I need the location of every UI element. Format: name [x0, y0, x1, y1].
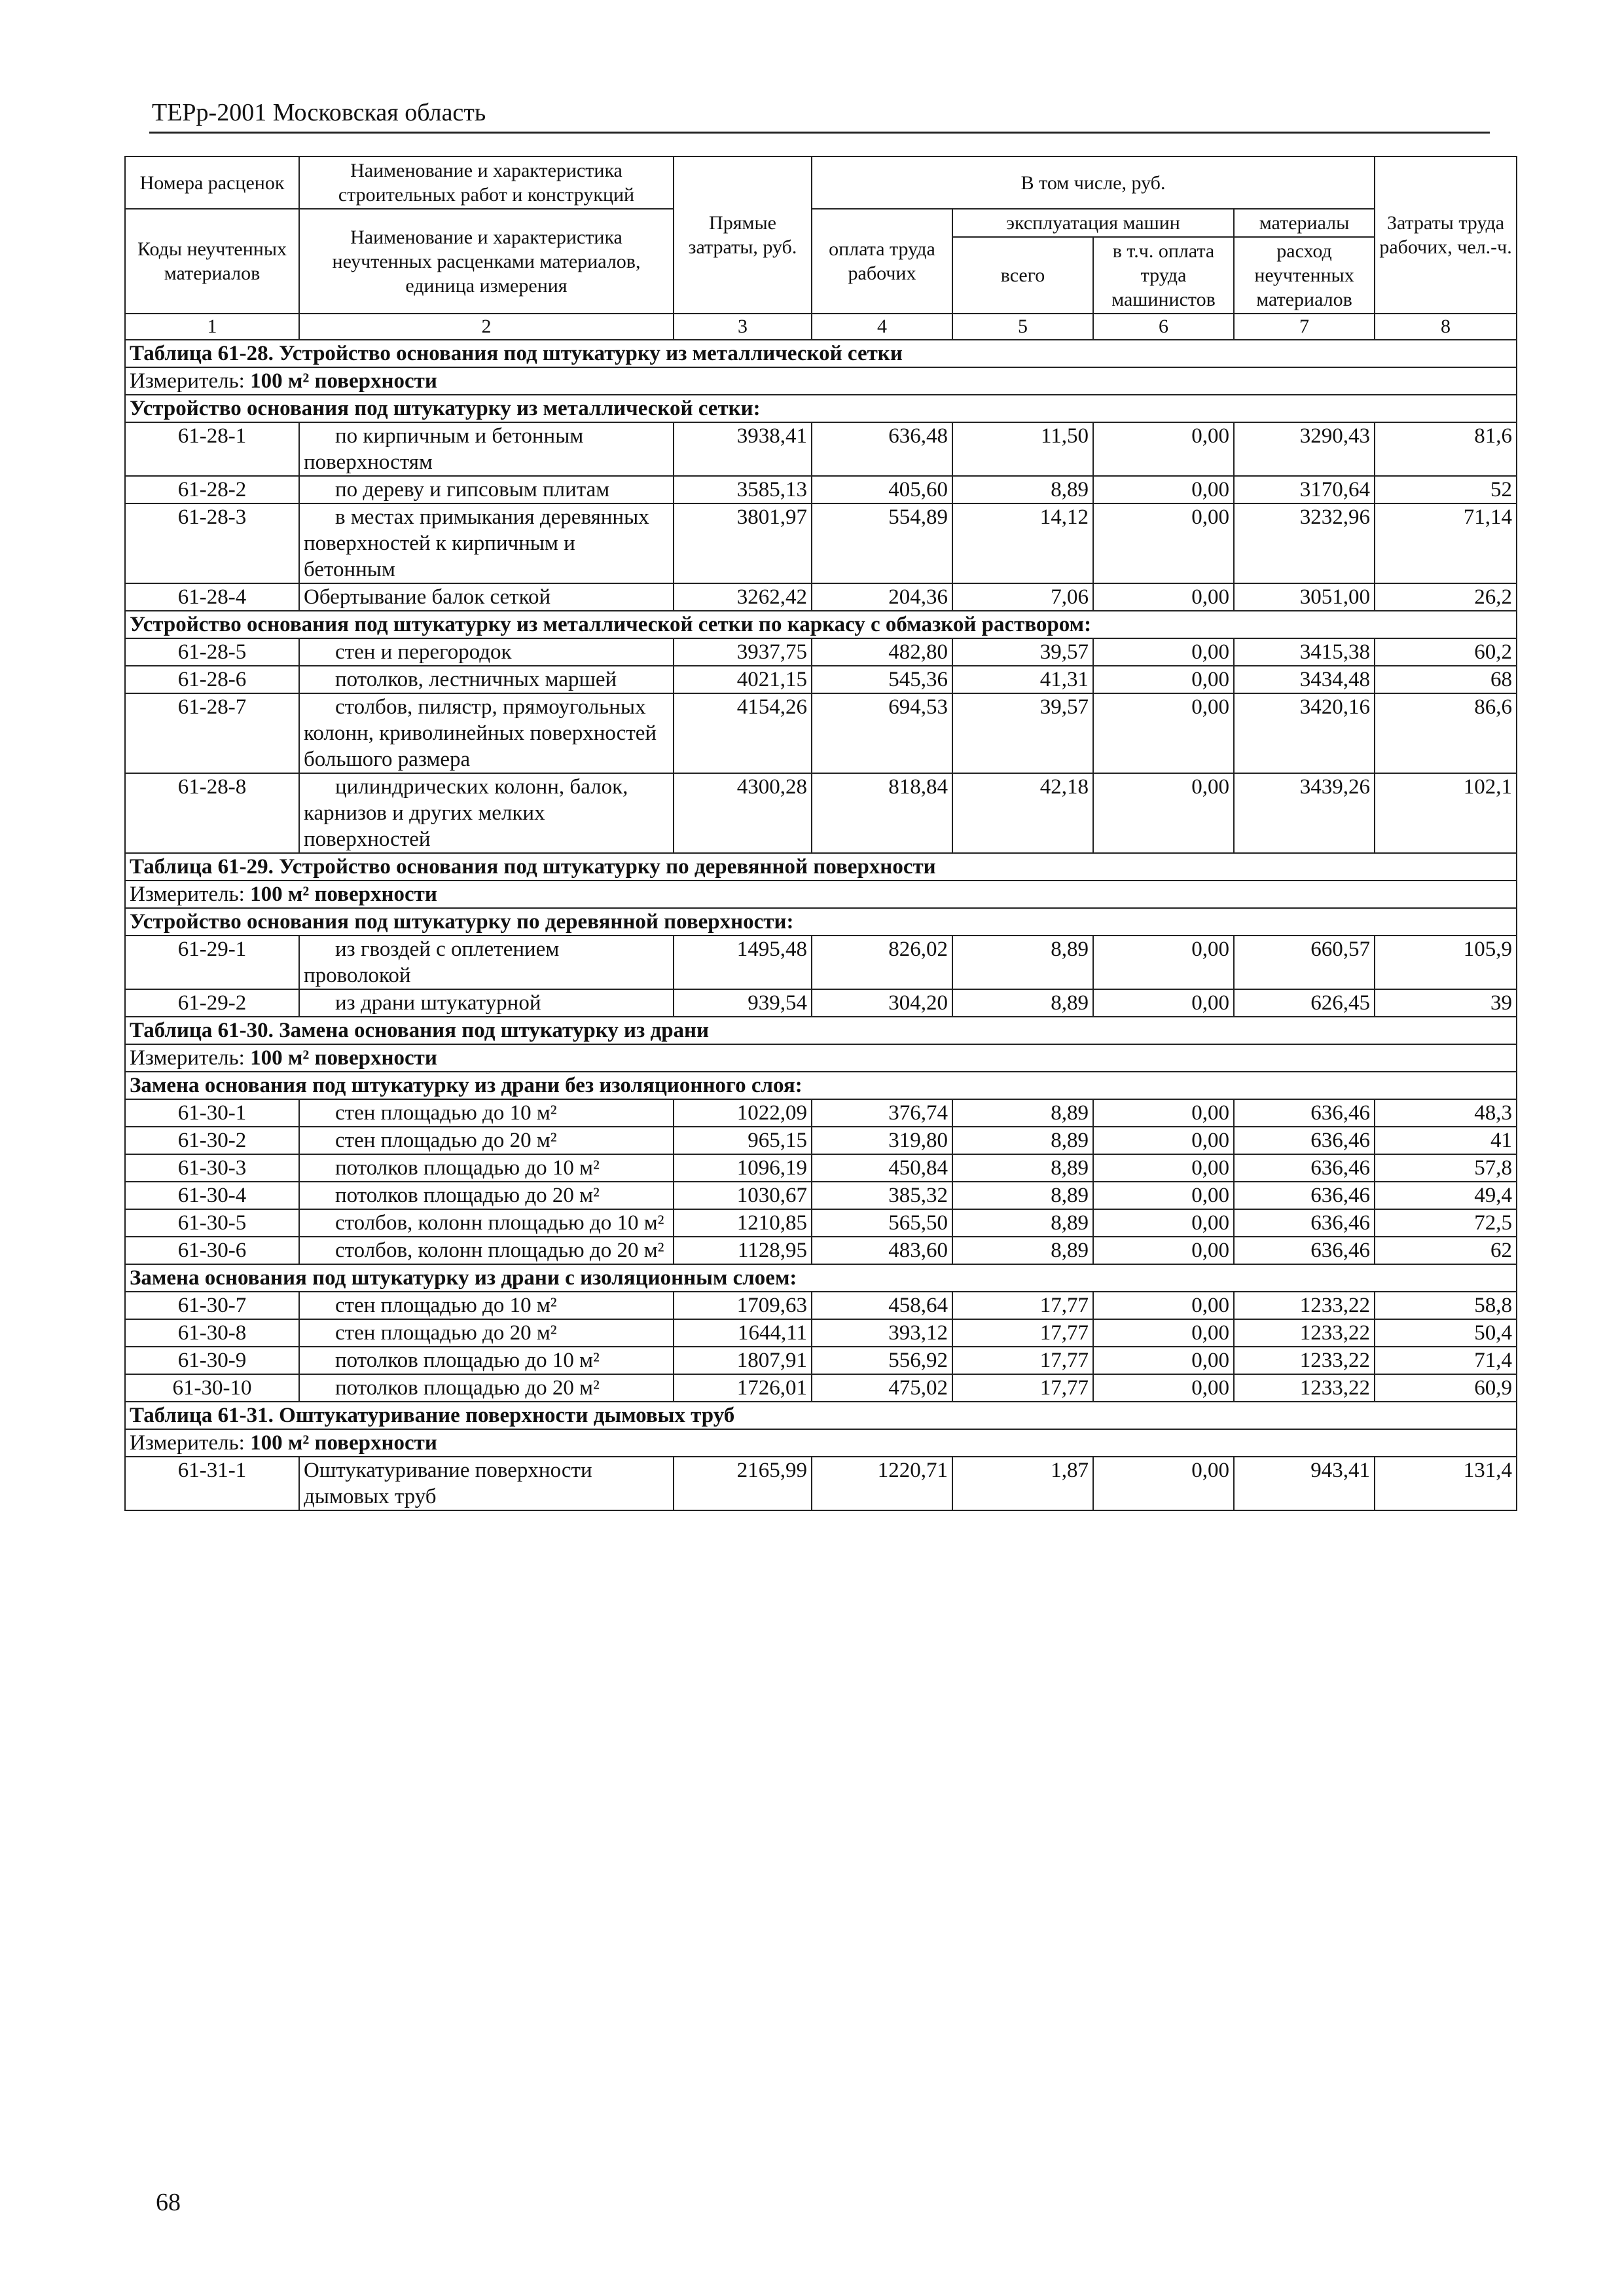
rate-code: 61-29-2: [125, 989, 299, 1017]
column-number: 5: [952, 314, 1093, 340]
labor-pay: 376,74: [812, 1099, 952, 1127]
work-name-cell: [299, 503, 674, 583]
materials-cost: 3290,43: [1234, 422, 1375, 476]
work-name: в местах примыкания деревянных поверхностей к кирпичным и бетонным: [304, 505, 649, 581]
meter-label: Измеритель:: [130, 883, 245, 906]
meter-row: [125, 367, 1517, 395]
machines-total: 8,89: [952, 1209, 1093, 1237]
col-2-top-header: Наименование и характеристика строительных работ и конструкций: [299, 156, 674, 209]
direct-costs: 1030,67: [674, 1182, 812, 1209]
work-name: из драни штукатурной: [335, 991, 541, 1015]
rate-code: 61-28-3: [125, 503, 299, 583]
operators-pay: 0,00: [1093, 1374, 1234, 1402]
rate-code: 61-30-7: [125, 1292, 299, 1319]
labor-pay: 304,20: [812, 989, 952, 1017]
group-heading-row: [125, 1072, 1517, 1099]
table-row: [125, 476, 1517, 503]
operators-pay: 0,00: [1093, 1154, 1234, 1182]
meter-label: Измеритель:: [130, 1431, 245, 1455]
group-heading: Замена основания под штукатурку из драни с изоляционным слоем:: [125, 1264, 1517, 1292]
rate-code: 61-28-2: [125, 476, 299, 503]
meter-value: 100 м² поверхности: [250, 1431, 437, 1455]
direct-costs: 1022,09: [674, 1099, 812, 1127]
rates-table: [124, 156, 1517, 1511]
group-heading-row: [125, 908, 1517, 936]
operators-pay: 0,00: [1093, 773, 1234, 853]
meter-value: 100 м² поверхности: [250, 369, 437, 393]
work-name: потолков площадью до 10 м²: [335, 1349, 600, 1372]
work-name: потолков, лестничных маршей: [335, 668, 617, 691]
table-row: [125, 936, 1517, 989]
machines-total: 17,77: [952, 1319, 1093, 1347]
operators-pay: 0,00: [1093, 989, 1234, 1017]
col-5-header: всего: [952, 237, 1093, 314]
direct-costs: 939,54: [674, 989, 812, 1017]
machines-total: 7,06: [952, 583, 1093, 611]
col-7-header: расход неучтенных материалов: [1234, 237, 1375, 314]
rate-code: 61-30-4: [125, 1182, 299, 1209]
labor-hours: 62: [1375, 1237, 1517, 1264]
work-name: столбов, колонн площадью до 10 м²: [335, 1211, 664, 1235]
operators-pay: 0,00: [1093, 422, 1234, 476]
labor-hours: 81,6: [1375, 422, 1517, 476]
materials-cost: 943,41: [1234, 1457, 1375, 1510]
machines-total: 8,89: [952, 1237, 1093, 1264]
labor-hours: 105,9: [1375, 936, 1517, 989]
labor-pay: 545,36: [812, 666, 952, 693]
table-row: [125, 989, 1517, 1017]
machines-total: 39,57: [952, 638, 1093, 666]
rate-code: 61-28-1: [125, 422, 299, 476]
operators-pay: 0,00: [1093, 1099, 1234, 1127]
work-name: стен площадью до 20 м²: [335, 1321, 557, 1345]
direct-costs: 1726,01: [674, 1374, 812, 1402]
operators-pay: 0,00: [1093, 1319, 1234, 1347]
work-name-cell: [299, 1292, 674, 1319]
col-1-top-header: Номера расценок: [125, 156, 299, 209]
labor-hours: 57,8: [1375, 1154, 1517, 1182]
table-row: [125, 1209, 1517, 1237]
group-heading: Замена основания под штукатурку из драни без изоляционного слоя:: [125, 1072, 1517, 1099]
machines-total: 17,77: [952, 1347, 1093, 1374]
direct-costs: 1807,91: [674, 1347, 812, 1374]
rate-code: 61-31-1: [125, 1457, 299, 1510]
work-name: из гвоздей с оплетением проволокой: [304, 938, 560, 987]
machines-total: 8,89: [952, 1127, 1093, 1154]
meter-row: [125, 1044, 1517, 1072]
labor-hours: 50,4: [1375, 1319, 1517, 1347]
labor-pay: 393,12: [812, 1319, 952, 1347]
header-rule: [149, 132, 1490, 134]
rate-code: 61-30-2: [125, 1127, 299, 1154]
meter-label: Измеритель:: [130, 1046, 245, 1070]
machines-total: 8,89: [952, 1154, 1093, 1182]
meter-value: 100 м² поверхности: [250, 1046, 437, 1070]
work-name-cell: [299, 583, 674, 611]
labor-pay: 458,64: [812, 1292, 952, 1319]
operators-pay: 0,00: [1093, 1457, 1234, 1510]
machines-group-header: эксплуатация машин: [952, 209, 1234, 237]
work-name: стен площадью до 10 м²: [335, 1294, 557, 1317]
labor-pay: 636,48: [812, 422, 952, 476]
machines-total: 8,89: [952, 1099, 1093, 1127]
work-name: стен площадью до 20 м²: [335, 1129, 557, 1152]
labor-pay: 818,84: [812, 773, 952, 853]
table-row: [125, 583, 1517, 611]
work-name-cell: [299, 1319, 674, 1347]
materials-cost: 636,46: [1234, 1099, 1375, 1127]
work-name-cell: [299, 693, 674, 773]
col-1-bottom-header: Коды неучтенных материалов: [125, 209, 299, 314]
rate-code: 61-30-9: [125, 1347, 299, 1374]
materials-cost: 1233,22: [1234, 1347, 1375, 1374]
labor-pay: 483,60: [812, 1237, 952, 1264]
materials-cost: 1233,22: [1234, 1374, 1375, 1402]
operators-pay: 0,00: [1093, 638, 1234, 666]
rate-code: 61-28-4: [125, 583, 299, 611]
table-header: [125, 156, 1517, 340]
materials-cost: 636,46: [1234, 1182, 1375, 1209]
direct-costs: 3938,41: [674, 422, 812, 476]
operators-pay: 0,00: [1093, 693, 1234, 773]
materials-cost: 3434,48: [1234, 666, 1375, 693]
work-name: столбов, колонн площадью до 20 м²: [335, 1239, 664, 1262]
operators-pay: 0,00: [1093, 666, 1234, 693]
machines-total: 8,89: [952, 989, 1093, 1017]
rate-code: 61-30-1: [125, 1099, 299, 1127]
table-row: [125, 773, 1517, 853]
table-title: Таблица 61-28. Устройство основания под штукатурку из металлической сетки: [125, 340, 1517, 367]
breakdown-group-header: В том числе, руб.: [812, 156, 1375, 209]
operators-pay: 0,00: [1093, 1209, 1234, 1237]
table-row: [125, 1457, 1517, 1510]
materials-cost: 3170,64: [1234, 476, 1375, 503]
table-title: Таблица 61-30. Замена основания под штукатурку из драни: [125, 1017, 1517, 1044]
work-name: цилиндрических колонн, балок, карнизов и других мелких поверхностей: [304, 775, 628, 851]
table-row: [125, 1099, 1517, 1127]
work-name-cell: [299, 989, 674, 1017]
rate-code: 61-30-8: [125, 1319, 299, 1347]
work-name-cell: [299, 936, 674, 989]
operators-pay: 0,00: [1093, 1347, 1234, 1374]
labor-hours: 49,4: [1375, 1182, 1517, 1209]
labor-hours: 86,6: [1375, 693, 1517, 773]
labor-pay: 1220,71: [812, 1457, 952, 1510]
direct-costs: 1495,48: [674, 936, 812, 989]
column-number: 8: [1375, 314, 1517, 340]
materials-cost: 626,45: [1234, 989, 1375, 1017]
labor-hours: 71,4: [1375, 1347, 1517, 1374]
meter-cell: [125, 1044, 1517, 1072]
meter-cell: [125, 367, 1517, 395]
labor-pay: 405,60: [812, 476, 952, 503]
direct-costs: 3585,13: [674, 476, 812, 503]
rate-code: 61-30-5: [125, 1209, 299, 1237]
materials-cost: 3232,96: [1234, 503, 1375, 583]
machines-total: 8,89: [952, 936, 1093, 989]
work-name-cell: [299, 1154, 674, 1182]
labor-pay: 385,32: [812, 1182, 952, 1209]
table-row: [125, 1374, 1517, 1402]
labor-hours: 52: [1375, 476, 1517, 503]
table-row: [125, 666, 1517, 693]
labor-pay: 319,80: [812, 1127, 952, 1154]
table-title-row: [125, 1402, 1517, 1429]
work-name: по кирпичным и бетонным поверхностям: [304, 424, 584, 474]
materials-cost: 3415,38: [1234, 638, 1375, 666]
materials-cost: 660,57: [1234, 936, 1375, 989]
meter-cell: [125, 1429, 1517, 1457]
table-row: [125, 1347, 1517, 1374]
machines-total: 8,89: [952, 1182, 1093, 1209]
work-name-cell: [299, 1209, 674, 1237]
labor-hours: 39: [1375, 989, 1517, 1017]
group-heading-row: [125, 611, 1517, 638]
work-name-cell: [299, 1237, 674, 1264]
labor-pay: 204,36: [812, 583, 952, 611]
labor-hours: 41: [1375, 1127, 1517, 1154]
machines-total: 14,12: [952, 503, 1093, 583]
labor-hours: 131,4: [1375, 1457, 1517, 1510]
labor-pay: 554,89: [812, 503, 952, 583]
operators-pay: 0,00: [1093, 476, 1234, 503]
machines-total: 42,18: [952, 773, 1093, 853]
work-name-cell: [299, 638, 674, 666]
labor-hours: 60,2: [1375, 638, 1517, 666]
work-name: Оштукатуривание поверхности дымовых труб: [304, 1459, 592, 1508]
work-name-cell: [299, 1347, 674, 1374]
materials-cost: 636,46: [1234, 1127, 1375, 1154]
rate-code: 61-30-10: [125, 1374, 299, 1402]
col-6-header: в т.ч. оплата труда машинистов: [1093, 237, 1234, 314]
rate-code: 61-30-3: [125, 1154, 299, 1182]
direct-costs: 965,15: [674, 1127, 812, 1154]
rate-code: 61-28-6: [125, 666, 299, 693]
meter-row: [125, 881, 1517, 908]
direct-costs: 2165,99: [674, 1457, 812, 1510]
work-name-cell: [299, 773, 674, 853]
table-row: [125, 638, 1517, 666]
materials-cost: 636,46: [1234, 1154, 1375, 1182]
col-3-header: Прямые затраты, руб.: [674, 156, 812, 314]
group-heading: Устройство основания под штукатурку из металлической сетки по каркасу с обмазкой раствором:: [125, 611, 1517, 638]
materials-cost: 3420,16: [1234, 693, 1375, 773]
group-heading: Устройство основания под штукатурку из металлической сетки:: [125, 395, 1517, 422]
direct-costs: 3801,97: [674, 503, 812, 583]
column-number: 2: [299, 314, 674, 340]
labor-hours: 102,1: [1375, 773, 1517, 853]
group-heading: Устройство основания под штукатурку по деревянной поверхности:: [125, 908, 1517, 936]
materials-group-header: материалы: [1234, 209, 1375, 237]
machines-total: 1,87: [952, 1457, 1093, 1510]
machines-total: 17,77: [952, 1374, 1093, 1402]
col-2-bottom-header: Наименование и характеристика неучтенных расценками материалов, единица измерения: [299, 209, 674, 314]
machines-total: 39,57: [952, 693, 1093, 773]
operators-pay: 0,00: [1093, 1292, 1234, 1319]
work-name-cell: [299, 1099, 674, 1127]
direct-costs: 4300,28: [674, 773, 812, 853]
work-name: потолков площадью до 20 м²: [335, 1376, 600, 1400]
labor-pay: 482,80: [812, 638, 952, 666]
work-name-cell: [299, 1127, 674, 1154]
labor-hours: 60,9: [1375, 1374, 1517, 1402]
column-number: 7: [1234, 314, 1375, 340]
work-name: Обертывание балок сеткой: [304, 585, 551, 609]
column-number: 1: [125, 314, 299, 340]
running-header: ТЕРр-2001 Московская область: [152, 99, 486, 126]
work-name-cell: [299, 1457, 674, 1510]
meter-label: Измеритель:: [130, 369, 245, 393]
table-row: [125, 1292, 1517, 1319]
work-name: по дереву и гипсовым плитам: [335, 478, 610, 501]
table-title-row: [125, 1017, 1517, 1044]
table-title: Таблица 61-29. Устройство основания под штукатурку по деревянной поверхности: [125, 853, 1517, 881]
meter-value: 100 м² поверхности: [250, 883, 437, 906]
labor-pay: 475,02: [812, 1374, 952, 1402]
work-name: столбов, пилястр, прямоугольных колонн, криволинейных поверхностей большого размера: [304, 695, 657, 771]
operators-pay: 0,00: [1093, 1237, 1234, 1264]
operators-pay: 0,00: [1093, 1182, 1234, 1209]
materials-cost: 636,46: [1234, 1209, 1375, 1237]
rate-code: 61-28-7: [125, 693, 299, 773]
machines-total: 11,50: [952, 422, 1093, 476]
materials-cost: 1233,22: [1234, 1292, 1375, 1319]
direct-costs: 1210,85: [674, 1209, 812, 1237]
operators-pay: 0,00: [1093, 936, 1234, 989]
rate-code: 61-28-8: [125, 773, 299, 853]
group-heading-row: [125, 395, 1517, 422]
column-number: 3: [674, 314, 812, 340]
direct-costs: 4021,15: [674, 666, 812, 693]
operators-pay: 0,00: [1093, 583, 1234, 611]
direct-costs: 1096,19: [674, 1154, 812, 1182]
materials-cost: 1233,22: [1234, 1319, 1375, 1347]
rate-code: 61-30-6: [125, 1237, 299, 1264]
rate-code: 61-28-5: [125, 638, 299, 666]
group-heading-row: [125, 1264, 1517, 1292]
labor-pay: 565,50: [812, 1209, 952, 1237]
operators-pay: 0,00: [1093, 1127, 1234, 1154]
machines-total: 8,89: [952, 476, 1093, 503]
labor-pay: 556,92: [812, 1347, 952, 1374]
table-row: [125, 1237, 1517, 1264]
table-row: [125, 503, 1517, 583]
materials-cost: 3439,26: [1234, 773, 1375, 853]
work-name-cell: [299, 1182, 674, 1209]
table-row: [125, 693, 1517, 773]
page-number: 68: [156, 2189, 181, 2216]
column-number: 4: [812, 314, 952, 340]
table-title: Таблица 61-31. Оштукатуривание поверхности дымовых труб: [125, 1402, 1517, 1429]
work-name: стен площадью до 10 м²: [335, 1101, 557, 1125]
labor-pay: 694,53: [812, 693, 952, 773]
direct-costs: 1709,63: [674, 1292, 812, 1319]
work-name-cell: [299, 1374, 674, 1402]
table-row: [125, 1319, 1517, 1347]
labor-hours: 71,14: [1375, 503, 1517, 583]
col-4-header: оплата труда рабочих: [812, 209, 952, 314]
work-name: потолков площадью до 10 м²: [335, 1156, 600, 1180]
table-row: [125, 1182, 1517, 1209]
work-name-cell: [299, 476, 674, 503]
labor-hours: 26,2: [1375, 583, 1517, 611]
labor-pay: 450,84: [812, 1154, 952, 1182]
work-name: стен и перегородок: [335, 640, 512, 664]
work-name-cell: [299, 666, 674, 693]
table-body: [125, 340, 1517, 1510]
table-row: [125, 422, 1517, 476]
work-name-cell: [299, 422, 674, 476]
materials-cost: 636,46: [1234, 1237, 1375, 1264]
meter-row: [125, 1429, 1517, 1457]
labor-hours: 58,8: [1375, 1292, 1517, 1319]
column-number: 6: [1093, 314, 1234, 340]
direct-costs: 1128,95: [674, 1237, 812, 1264]
direct-costs: 3262,42: [674, 583, 812, 611]
table-row: [125, 1127, 1517, 1154]
table-title-row: [125, 340, 1517, 367]
labor-hours: 48,3: [1375, 1099, 1517, 1127]
labor-hours: 72,5: [1375, 1209, 1517, 1237]
col-8-header: Затраты труда рабочих, чел.-ч.: [1375, 156, 1517, 314]
machines-total: 17,77: [952, 1292, 1093, 1319]
work-name: потолков площадью до 20 м²: [335, 1184, 600, 1207]
column-number-row: [125, 314, 1517, 340]
direct-costs: 1644,11: [674, 1319, 812, 1347]
direct-costs: 4154,26: [674, 693, 812, 773]
direct-costs: 3937,75: [674, 638, 812, 666]
labor-pay: 826,02: [812, 936, 952, 989]
meter-cell: [125, 881, 1517, 908]
operators-pay: 0,00: [1093, 503, 1234, 583]
machines-total: 41,31: [952, 666, 1093, 693]
materials-cost: 3051,00: [1234, 583, 1375, 611]
table-row: [125, 1154, 1517, 1182]
labor-hours: 68: [1375, 666, 1517, 693]
rate-code: 61-29-1: [125, 936, 299, 989]
table-title-row: [125, 853, 1517, 881]
